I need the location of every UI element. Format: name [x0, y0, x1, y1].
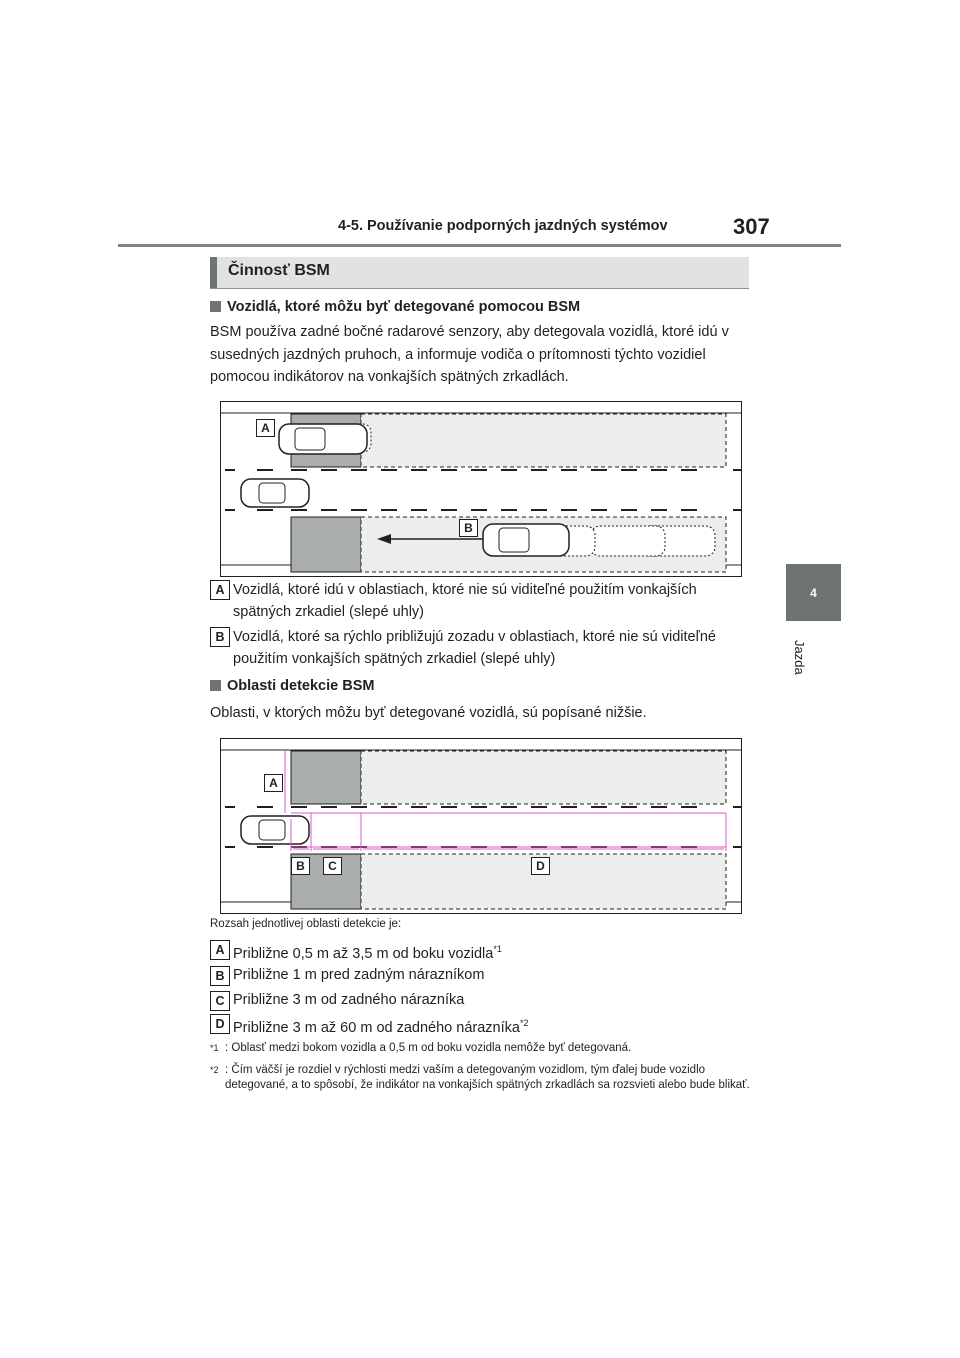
square-bullet-icon: [210, 680, 221, 691]
subheading-detectable-vehicles: Vozidlá, ktoré môžu byť detegované pomocou BSM: [210, 299, 580, 315]
footnote-2: *2 : Čím väčší je rozdiel v rýchlosti medzi vaším a detegovaným vozidlom, tým ďalej bude vozidlo detegované, a to spôsobí, že indikátor na vonkajších spätných zrkadlách sa rozsvieti alebo bude blikať.: [210, 1064, 750, 1091]
range-badge-a: A: [210, 940, 230, 960]
figure-label-a: A: [256, 419, 275, 437]
section-accent: [210, 257, 217, 288]
range-badge-c: C: [210, 991, 230, 1011]
chapter-tab: [786, 564, 841, 621]
detection-areas-diagram: [221, 739, 741, 913]
section-title-bar: [210, 257, 749, 289]
square-bullet-icon: [210, 301, 221, 312]
footnote-1: *1 : Oblasť medzi bokom vozidla a 0,5 m od boku vozidla nemôže byť detegovaná.: [210, 1042, 632, 1054]
paragraph-bsm-intro: BSM používa zadné bočné radarové senzory, aby detegovala vozidlá, ktoré idú v susedných jazdných pruhoch, a informuje vodiča o prítomnosti týchto vozidiel pomocou indikátorov na vonkajších spätných zrkadlách.: [210, 324, 729, 385]
figure-label-a: A: [264, 774, 283, 792]
figure-label-b: B: [459, 519, 478, 537]
paragraph-detection-areas: Oblasti, v ktorých môžu byť detegované vozidlá, sú popísané nižšie.: [210, 705, 647, 721]
figure-label-c: C: [323, 857, 342, 875]
page-number: 307: [733, 214, 770, 239]
header-section-title: 4-5. Používanie podporných jazdných systémov: [338, 218, 668, 234]
figure-detection-areas: [220, 738, 742, 914]
chapter-number: 4: [810, 585, 817, 600]
blind-spot-diagram: [221, 402, 741, 576]
range-text-b: Približne 1 m pred zadným nárazníkom: [233, 967, 485, 983]
item-badge-b: B: [210, 627, 230, 647]
range-badge-b: B: [210, 966, 230, 986]
item-text-b: Vozidlá, ktoré sa rýchlo približujú zozadu v oblastiach, ktoré nie sú viditeľné použitím vonkajších spätných zrkadiel (slepé uhly): [233, 629, 716, 667]
range-text-d: Približne 3 m až 60 m od zadného nárazníka$^{*2}$: [233, 1018, 529, 1036]
item-text-a: Vozidlá, ktoré idú v oblastiach, ktoré nie sú viditeľné použitím vonkajších spätných zrkadiel (slepé uhly): [233, 582, 697, 620]
chapter-label: Jazda: [792, 640, 807, 675]
header-rule: [118, 244, 841, 247]
section-title: Činnosť BSM: [228, 262, 330, 279]
figure-label-b: B: [291, 857, 310, 875]
range-intro: Rozsah jednotlivej oblasti detekcie je:: [210, 918, 402, 930]
subheading-detection-areas: Oblasti detekcie BSM: [210, 678, 374, 694]
range-badge-d: D: [210, 1014, 230, 1034]
item-badge-a: A: [210, 580, 230, 600]
range-text-c: Približne 3 m od zadného nárazníka: [233, 992, 465, 1008]
figure-blind-spot-vehicles: [220, 401, 742, 577]
figure-label-d: D: [531, 857, 550, 875]
range-text-a: Približne 0,5 m až 3,5 m od boku vozidla$^{*1}$: [233, 944, 502, 962]
